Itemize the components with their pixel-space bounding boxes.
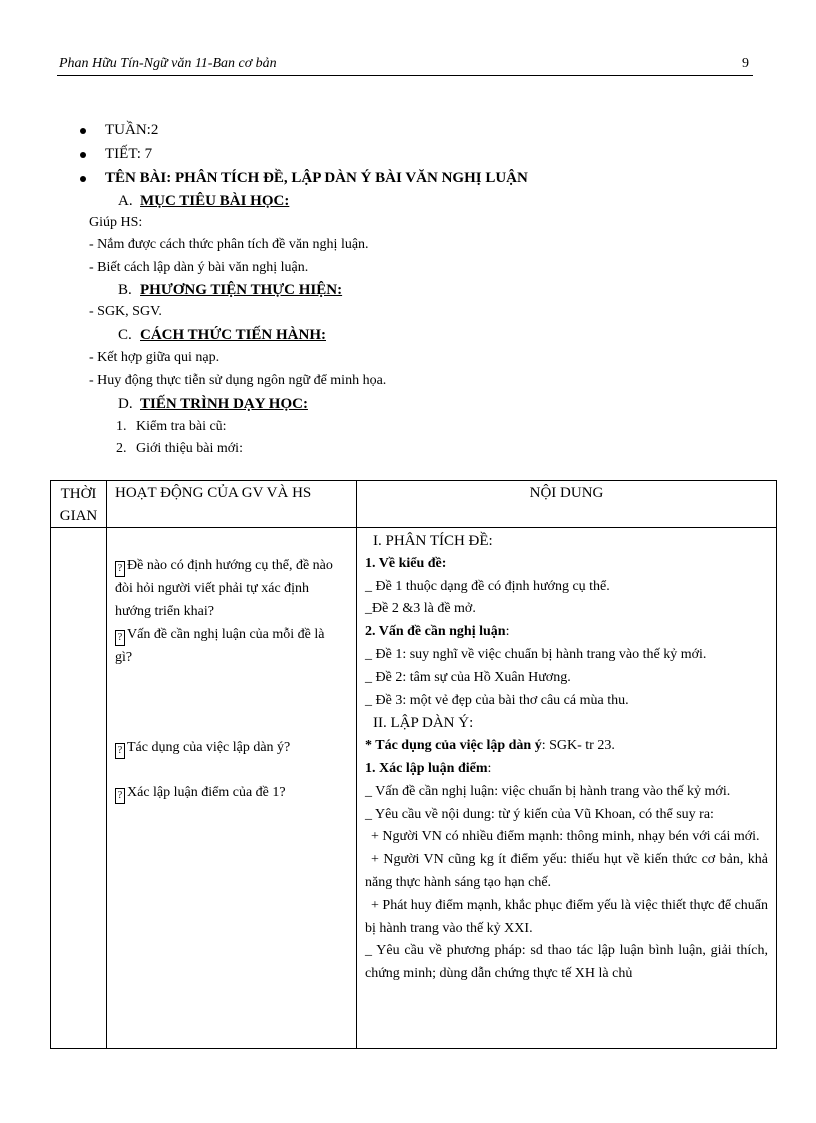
section-b-letter: B. (118, 282, 132, 298)
content-paragraph: _ Yêu cầu về phương pháp: sd thao tác lập luận bình luận, giải thích, chứng minh; dùng dẫn chứng thực tế XH là chủ (365, 943, 768, 982)
section-b-title: PHƯƠNG TIỆN THỰC HIỆN: (140, 282, 343, 298)
table-row (51, 528, 777, 1049)
header-title: Phan Hữu Tín-Ngữ văn 11-Ban cơ bản (59, 56, 277, 71)
header-time-line-2: GIAN (59, 508, 98, 524)
page-header (57, 55, 753, 76)
section-c-title: CÁCH THỨC TIẾN HÀNH: (140, 327, 326, 343)
question-mark-icon: ? (115, 561, 125, 577)
subheading-type: 1. Về kiểu đề: (365, 555, 447, 571)
subheading-thesis: 1. Xác lập luận điểm: (365, 760, 492, 776)
activity-cell (107, 528, 357, 1049)
content-paragraph: + Phát huy điểm mạnh, khắc phục điểm yếu là việc thiết thực để chuẩn bị hành trang vào thế kỷ XXI. (365, 897, 768, 936)
step-2 (116, 438, 243, 460)
question-1 (115, 554, 343, 623)
step-1-number: 1. (116, 419, 127, 434)
question-2-text: Vấn đề cần nghị luận của mỗi đề là gì? (115, 627, 325, 665)
section-a-item-2: - Biết cách lập dàn ý bài văn nghị luận. (89, 260, 309, 275)
section-d-letter: D. (118, 396, 133, 412)
header-time-line-1: THỜI (60, 486, 97, 502)
heading-outline: II. LẬP DÀN Ý: (373, 715, 474, 732)
section-c-letter: C. (118, 327, 132, 343)
content-paragraph: _ Yêu cầu về nội dung: từ ý kiến của Vũ Khoan, có thể suy ra: (365, 806, 714, 822)
question-3-text: Tác dụng của việc lập dàn ý? (127, 740, 291, 755)
content-paragraph: + Người VN cũng kg ít điểm yếu: thiếu hụt về kiến thức cơ bản, khả năng thực hành sáng tạo hạn chế. (365, 852, 768, 890)
week-item: TUẦN:2 (80, 120, 528, 144)
subheading-issue: 2. Vấn đề cần nghị luận: (365, 624, 510, 640)
page-number: 9 (742, 56, 749, 71)
question-mark-icon: ? (115, 630, 125, 646)
section-a-intro: Giúp HS: (89, 215, 143, 230)
lesson-info-list (80, 120, 528, 192)
question-mark-icon: ? (115, 788, 125, 804)
table-header-row (51, 481, 777, 528)
question-2 (115, 623, 343, 669)
header-activity: HOẠT ĐỘNG CỦA GV VÀ HS (107, 481, 357, 528)
lesson-plan-table (50, 480, 777, 1049)
section-b-item-1: - SGK, SGV. (89, 304, 162, 319)
section-c-item-2: - Huy động thực tiễn sử dụng ngôn ngữ để minh họa. (89, 373, 387, 388)
section-a-item-1: - Nắm được cách thức phân tích đề văn nghị luận. (89, 237, 369, 252)
content-paragraph: + Người VN có nhiều điểm mạnh: thông minh, nhạy bén với cái mới. (371, 829, 760, 845)
content-line: _ Đề 1: suy nghĩ về việc chuẩn bị hành trang vào thế kỷ mới. (365, 646, 707, 662)
content-paragraph: _ Vấn đề cần nghị luận: việc chuẩn bị hành trang vào thế kỷ mới. (365, 783, 731, 799)
content-line: _ Đề 3: một vẻ đẹp của bài thơ câu cá mùa thu. (365, 692, 629, 708)
step-1 (116, 416, 227, 438)
question-4 (115, 781, 343, 804)
step-2-number: 2. (116, 441, 127, 456)
subheading-purpose: * Tác dụng của việc lập dàn ý: SGK- tr 23. (365, 738, 615, 754)
section-c-item-1: - Kết hợp giữa qui nạp. (89, 350, 220, 365)
section-a-heading (118, 190, 289, 212)
content-cell (357, 528, 777, 1049)
header-content: NỘI DUNG (357, 481, 777, 528)
content-line: _ Đề 2: tâm sự của Hồ Xuân Hương. (365, 669, 571, 685)
section-a-title: MỤC TIÊU BÀI HỌC: (140, 193, 290, 209)
question-4-text: Xác lập luận điểm của đề 1? (127, 785, 286, 800)
section-d-heading (118, 393, 308, 415)
heading-analyze: I. PHÂN TÍCH ĐỀ: (373, 533, 493, 549)
lesson-item: TIẾT: 7 (80, 144, 528, 168)
header-time (51, 481, 107, 528)
step-2-text: Giới thiệu bài mới: (136, 441, 243, 456)
question-3 (115, 736, 343, 759)
section-a-letter: A. (118, 193, 133, 209)
content-line: _ Đề 1 thuộc dạng đề có định hướng cụ thể. (365, 578, 610, 594)
lesson-title-item: TÊN BÀI: PHÂN TÍCH ĐỀ, LẬP DÀN Ý BÀI VĂN NGHỊ LUẬN (80, 168, 528, 192)
step-1-text: Kiểm tra bài cũ: (136, 419, 227, 434)
time-cell (51, 528, 107, 1049)
section-d-title: TIẾN TRÌNH DẠY HỌC: (140, 396, 308, 412)
section-b-heading (118, 279, 342, 301)
question-mark-icon: ? (115, 743, 125, 759)
section-c-heading (118, 324, 326, 346)
content-line: _Đề 2 &3 là đề mở. (365, 601, 476, 617)
question-1-text: Đề nào có định hướng cụ thể, đề nào đòi hỏi người viết phải tự xác định hướng triển khai? (115, 558, 333, 619)
